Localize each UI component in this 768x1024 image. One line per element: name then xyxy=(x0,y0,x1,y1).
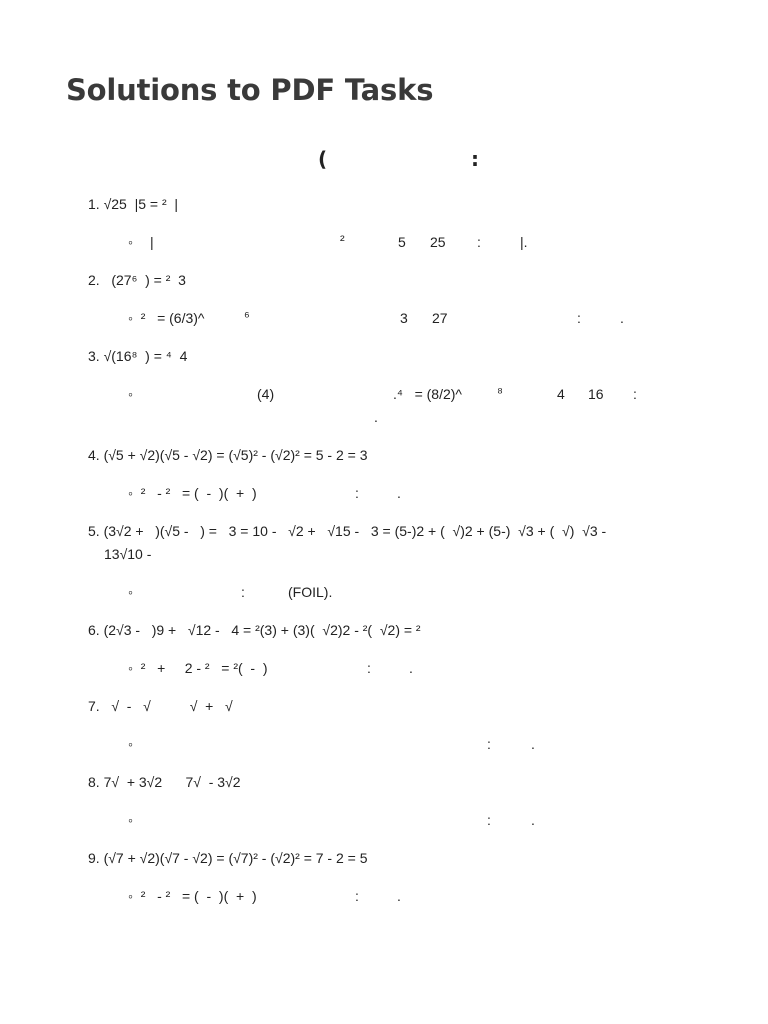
page-title: Solutions to PDF Tasks xyxy=(66,73,434,107)
solution-item-5: 5. (3√2 + )(√5 - ) = 3 = 10 - √2 + √15 - 3 = (5-)2 + ( √)2 + (5-) √3 + ( √) √3 - xyxy=(88,523,607,539)
solution-2-note-fragment: ⁶ xyxy=(244,308,250,324)
solution-item-5-continuation: 13√10 - xyxy=(104,546,152,562)
solution-8-note-fragment: . xyxy=(531,812,535,828)
solution-1-note-fragment: 25 xyxy=(430,234,446,250)
solution-9-note-fragment: . xyxy=(397,888,401,904)
solution-3-note-fragment: : xyxy=(633,386,637,402)
solution-item-6: 6. (2√3 - )9 + √12 - 4 = ²(3) + (3)( √2)2 - ²( √2) = ² xyxy=(88,622,421,638)
solution-item-4: 4. (√5 + √2)(√5 - √2) = (√5)² - (√2)² = 5 - 2 = 3 xyxy=(88,447,368,463)
solution-3-note-fragment: . xyxy=(374,409,378,425)
solution-2-note-fragment: 27 xyxy=(432,310,448,326)
solution-3-note-fragment: (4) xyxy=(257,386,275,402)
solution-9-note-fragment: ◦ ² - ² = ( - )( + ) xyxy=(128,888,257,904)
solution-5-note-fragment: : xyxy=(241,584,245,600)
solution-4-note-fragment: ◦ ² - ² = ( - )( + ) xyxy=(128,485,257,501)
solution-item-1: 1. √25 |5 = ² | xyxy=(88,196,179,212)
solution-2-note-fragment: . xyxy=(620,310,624,326)
section-heading-open-paren: ( xyxy=(318,147,328,171)
solution-item-8: 8. 7√ + 3√2 7√ - 3√2 xyxy=(88,774,241,790)
solution-2-note-fragment: 3 xyxy=(400,310,408,326)
section-heading-colon: : xyxy=(471,147,479,171)
solution-4-note-fragment: . xyxy=(397,485,401,501)
solution-8-note-bullet: ◦ xyxy=(128,812,133,828)
solution-item-9: 9. (√7 + √2)(√7 - √2) = (√7)² - (√2)² = 7 - 2 = 5 xyxy=(88,850,368,866)
solution-3-note-fragment: ⁸ xyxy=(497,384,503,400)
solution-6-note-fragment: ◦ ² + 2 - ² = ²( - ) xyxy=(128,660,268,676)
solution-3-note-bullet: ◦ xyxy=(128,386,133,402)
solution-1-note-fragment: | xyxy=(150,234,154,250)
solution-6-note-fragment: : xyxy=(367,660,371,676)
solution-1-note-fragment: : xyxy=(477,234,481,250)
solution-5-note-bullet: ◦ xyxy=(128,584,133,600)
solution-7-note-fragment: . xyxy=(531,736,535,752)
solution-1-note-fragment: 5 xyxy=(398,234,406,250)
solution-8-note-fragment: : xyxy=(487,812,491,828)
solution-3-note-fragment: 16 xyxy=(588,386,604,402)
solution-2-note-fragment: ◦ ² = (6/3)^ xyxy=(128,310,205,326)
solution-9-note-fragment: : xyxy=(355,888,359,904)
solution-6-note-fragment: . xyxy=(409,660,413,676)
solution-1-note-fragment: ² xyxy=(340,232,345,248)
solution-1-note-bullet: ◦ xyxy=(128,234,133,250)
solution-7-note-fragment: : xyxy=(487,736,491,752)
solution-2-note-fragment: : xyxy=(577,310,581,326)
solution-3-note-fragment: .⁴ = (8/2)^ xyxy=(393,386,462,402)
solution-item-2: 2. (27⁶ ) = ² 3 xyxy=(88,272,186,288)
solution-1-note-fragment: |. xyxy=(520,234,528,250)
solution-item-7: 7. √ - √ √ + √ xyxy=(88,698,233,714)
solution-7-note-bullet: ◦ xyxy=(128,736,133,752)
solution-item-3: 3. √(16⁸ ) = ⁴ 4 xyxy=(88,348,188,364)
solution-5-note-fragment: (FOIL). xyxy=(288,584,333,600)
solution-3-note-fragment: 4 xyxy=(557,386,565,402)
solution-4-note-fragment: : xyxy=(355,485,359,501)
